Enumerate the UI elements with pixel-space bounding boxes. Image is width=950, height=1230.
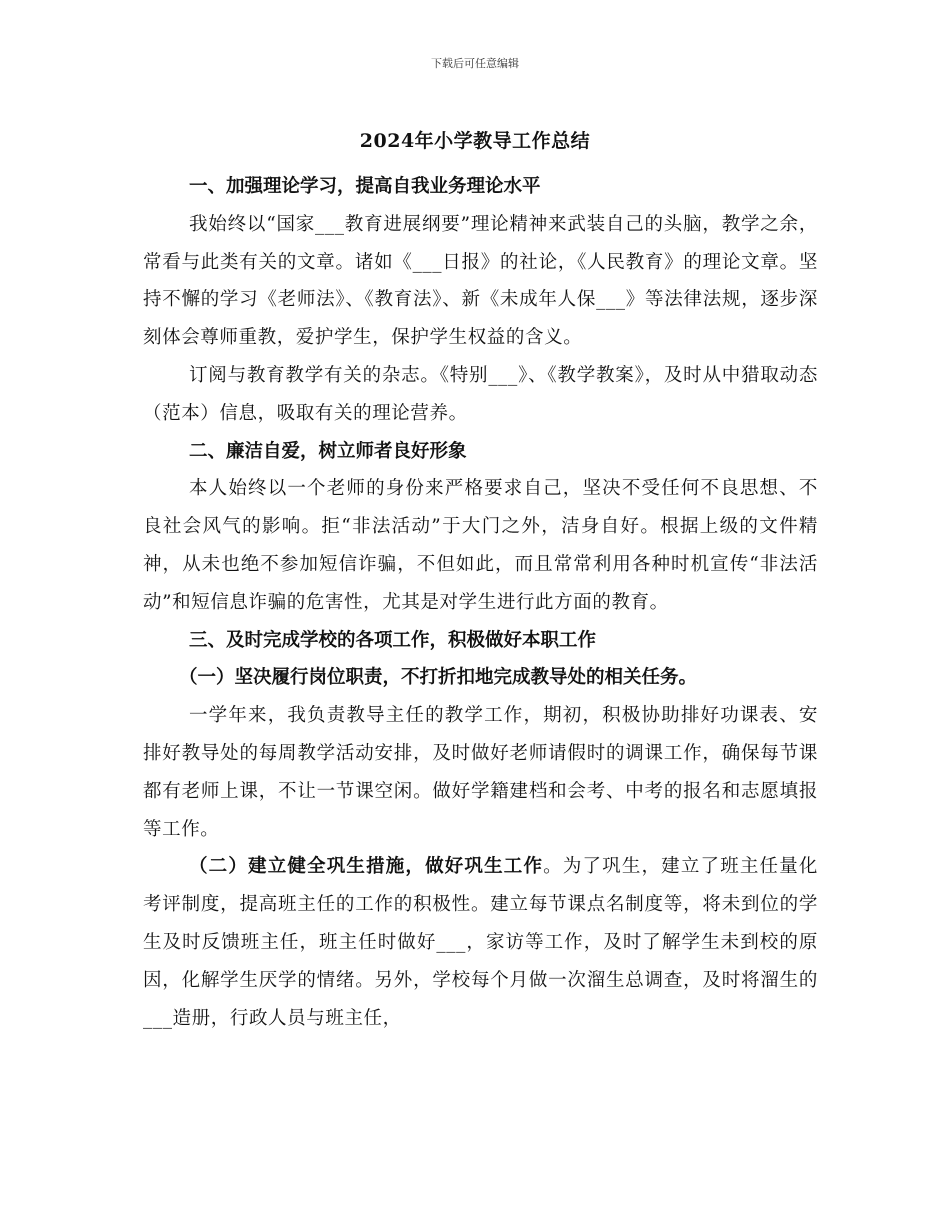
paragraph: 本人始终以一个老师的身份来严格要求自己，坚决不受任何不良思想、不良社会风气的影响。拒“非法活动”于大门之外，洁身自好。根据上级的文件精神，从未也绝不参加短信诈骗，不但如此，而且常常利用各种时机宣传“非法活动”和短信息诈骗的危害性，尤其是对学生进行此方面的教育。 [143, 478, 818, 613]
document-body [143, 168, 818, 1037]
paragraph: 我始终以“国家___教育进展纲要”理论精神来武装自己的头脑，教学之余，常看与此类有关的文章。诸如《___日报》的社论，《人民教育》的理论文章。坚持不懈的学习《老师法》、《教育法》、新《未成年人保___》等法律法规，逐步深刻体会尊师重教，爱护学生，保护学生权益的含义。 [143, 213, 818, 349]
section-heading-1: 一、加强理论学习，提高自我业务理论水平 [189, 176, 541, 197]
paragraph [143, 848, 818, 1037]
paragraph-text: 。为了巩生，建立了班主任量化考评制度，提高班主任的工作的积极性。建立每节课点名制度等，将未到位的学生及时反馈班主任，班主任时做好___，家访等工作，及时了解学生未到校的原因，化解学生厌学的情绪。另外，学校每个月做一次溜生总调查，及时将溜生的___造册，行政人员与班主任， [143, 856, 818, 1029]
document-title: 2024年小学教导工作总结 [359, 130, 591, 152]
section-heading-3: 三、及时完成学校的各项工作，积极做好本职工作 [189, 629, 597, 651]
paragraph: 订阅与教育教学有关的杂志。《特别___》、《教学教案》，及时从中猎取动态（范本）信息，吸取有关的理论营养。 [143, 364, 818, 424]
header-note: 下载后可任意编辑 [431, 57, 519, 70]
subsection-heading-1: （一）坚决履行岗位职责，不打折扣地完成教导处的相关任务。 [179, 667, 698, 689]
section-heading-2: 二、廉洁自爱，树立师者良好形象 [189, 440, 467, 462]
paragraph: 一学年来，我负责教导主任的教学工作，期初，积极协助排好功课表、安排好教导处的每周教学活动安排，及时做好老师请假时的调课工作，确保每节课都有老师上课，不让一节课空闲。做好学籍建档和会考、中考的报名和志愿填报等工作。 [143, 705, 818, 840]
subsection-heading-2: （二）建立健全巩生措施，做好巩生工作 [189, 856, 544, 878]
